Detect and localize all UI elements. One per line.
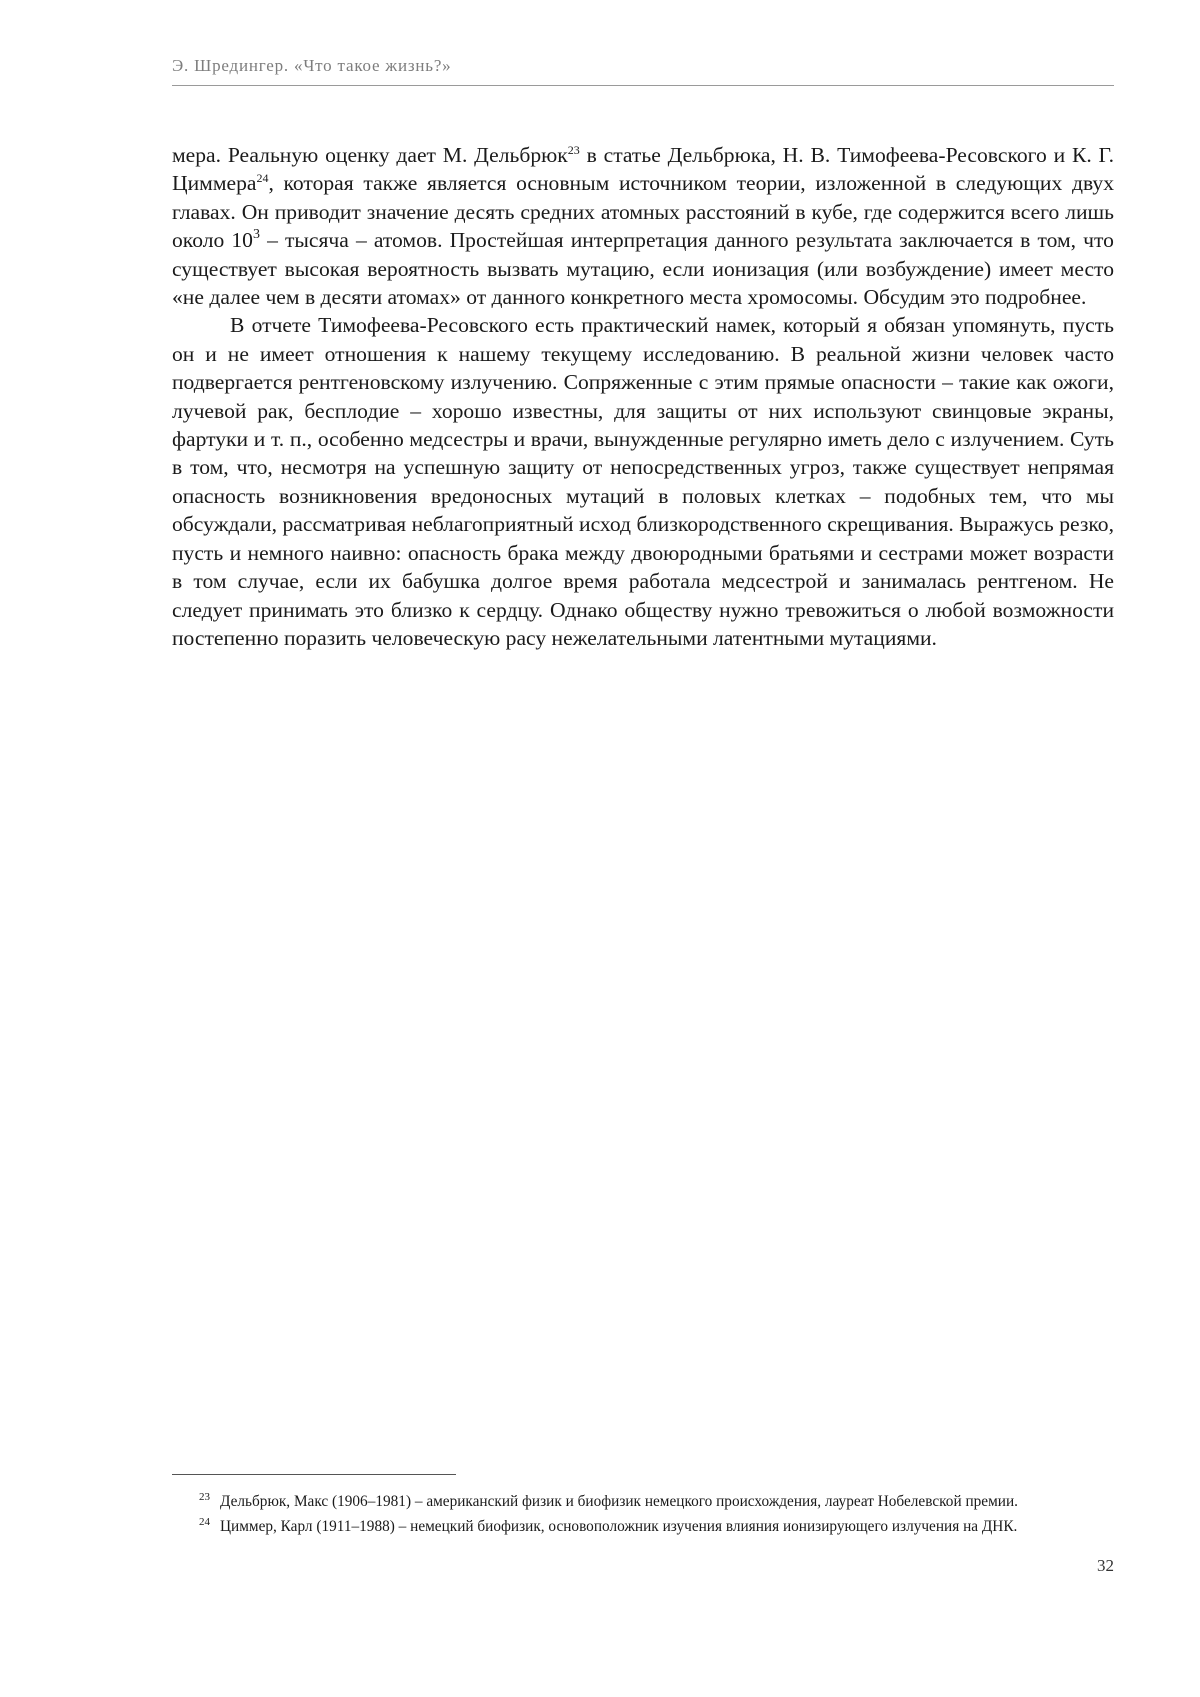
paragraph-1: [172, 141, 1114, 311]
footnote-text: Дельбрюк, Макс (1906–1981) – американский физик и биофизик немецкого происхождения, лауреат Нобелевской премии.: [220, 1493, 1018, 1510]
footnote-number: 24: [199, 1516, 210, 1528]
main-text: [172, 141, 1114, 652]
footnote-rule: [172, 1474, 456, 1475]
p1-text-b: в статье Дельбрюка, Н. В. Тимофеева-Ресовского и К. Г. Циммера: [172, 143, 1114, 196]
footnotes: [172, 1489, 1114, 1539]
exponent: 3: [252, 227, 260, 243]
footnote-text: Циммер, Карл (1911–1988) – немецкий биофизик, основоположник изучения влияния ионизирующего излучения на ДНК.: [220, 1518, 1018, 1535]
footnote-24: [172, 1514, 1114, 1539]
page-number: 32: [1097, 1556, 1114, 1575]
p1-text-d: – тысяча – атомов. Простейшая интерпретация данного результата заключается в том, что существует высокая вероятность вызвать мутацию, если ионизация (или возбуждение) имеет место «не далее чем в десяти атомах» от данного конкретного места хромосомы. Обсудим это подробнее.: [172, 228, 1114, 310]
paragraph-2: В отчете Тимофеева-Ресовского есть практический намек, который я обязан упомянуть, пусть он и не имеет отношения к нашему текущему исследованию. В реальной жизни человек часто подвергается рентгеновскому излучению. Сопряженные с этим прямые опасности – такие как ожоги, лучевой рак, бесплодие – хорошо известны, для защиты от них используют свинцовые экраны, фартуки и т. п., особенно медсестры и врачи, вынужденные регулярно иметь дело с излучением. Суть в том, что, несмотря на успешную защиту от непосредственных угроз, также существует непрямая опасность возникновения вредоносных мутаций в половых клетках – подобных тем, что мы обсуждали, рассматривая неблагоприятный исход близкородственного скрещивания. Выражусь резко, пусть и немного наивно: опасность брака между двоюродными братьями и сестрами может возрасти в том случае, если их бабушка долгое время работала медсестрой и занималась рентгеном. Не следует принимать это близко к сердцу. Однако обществу нужно тревожиться о любой возможности постепенно поразить человеческую расу нежелательными латентными мутациями.: [172, 313, 1114, 650]
header-rule: [172, 85, 1114, 86]
footnote-ref-24[interactable]: 24: [256, 171, 269, 186]
p1-text-a: мера. Реальную оценку дает М. Дельбрюк: [172, 143, 568, 167]
footnote-ref-23[interactable]: 23: [567, 143, 580, 157]
running-head: Э. Шредингер. «Что такое жизнь?»: [172, 56, 452, 75]
footnote-23: [172, 1489, 1114, 1514]
footnote-number: 23: [199, 1491, 210, 1503]
p1-text-c: , которая также является основным источником теории, изложенной в следующих двух главах. Он приводит значение десять средних атомных расстояний в кубе, где содержится всего лишь около 10: [172, 171, 1114, 253]
